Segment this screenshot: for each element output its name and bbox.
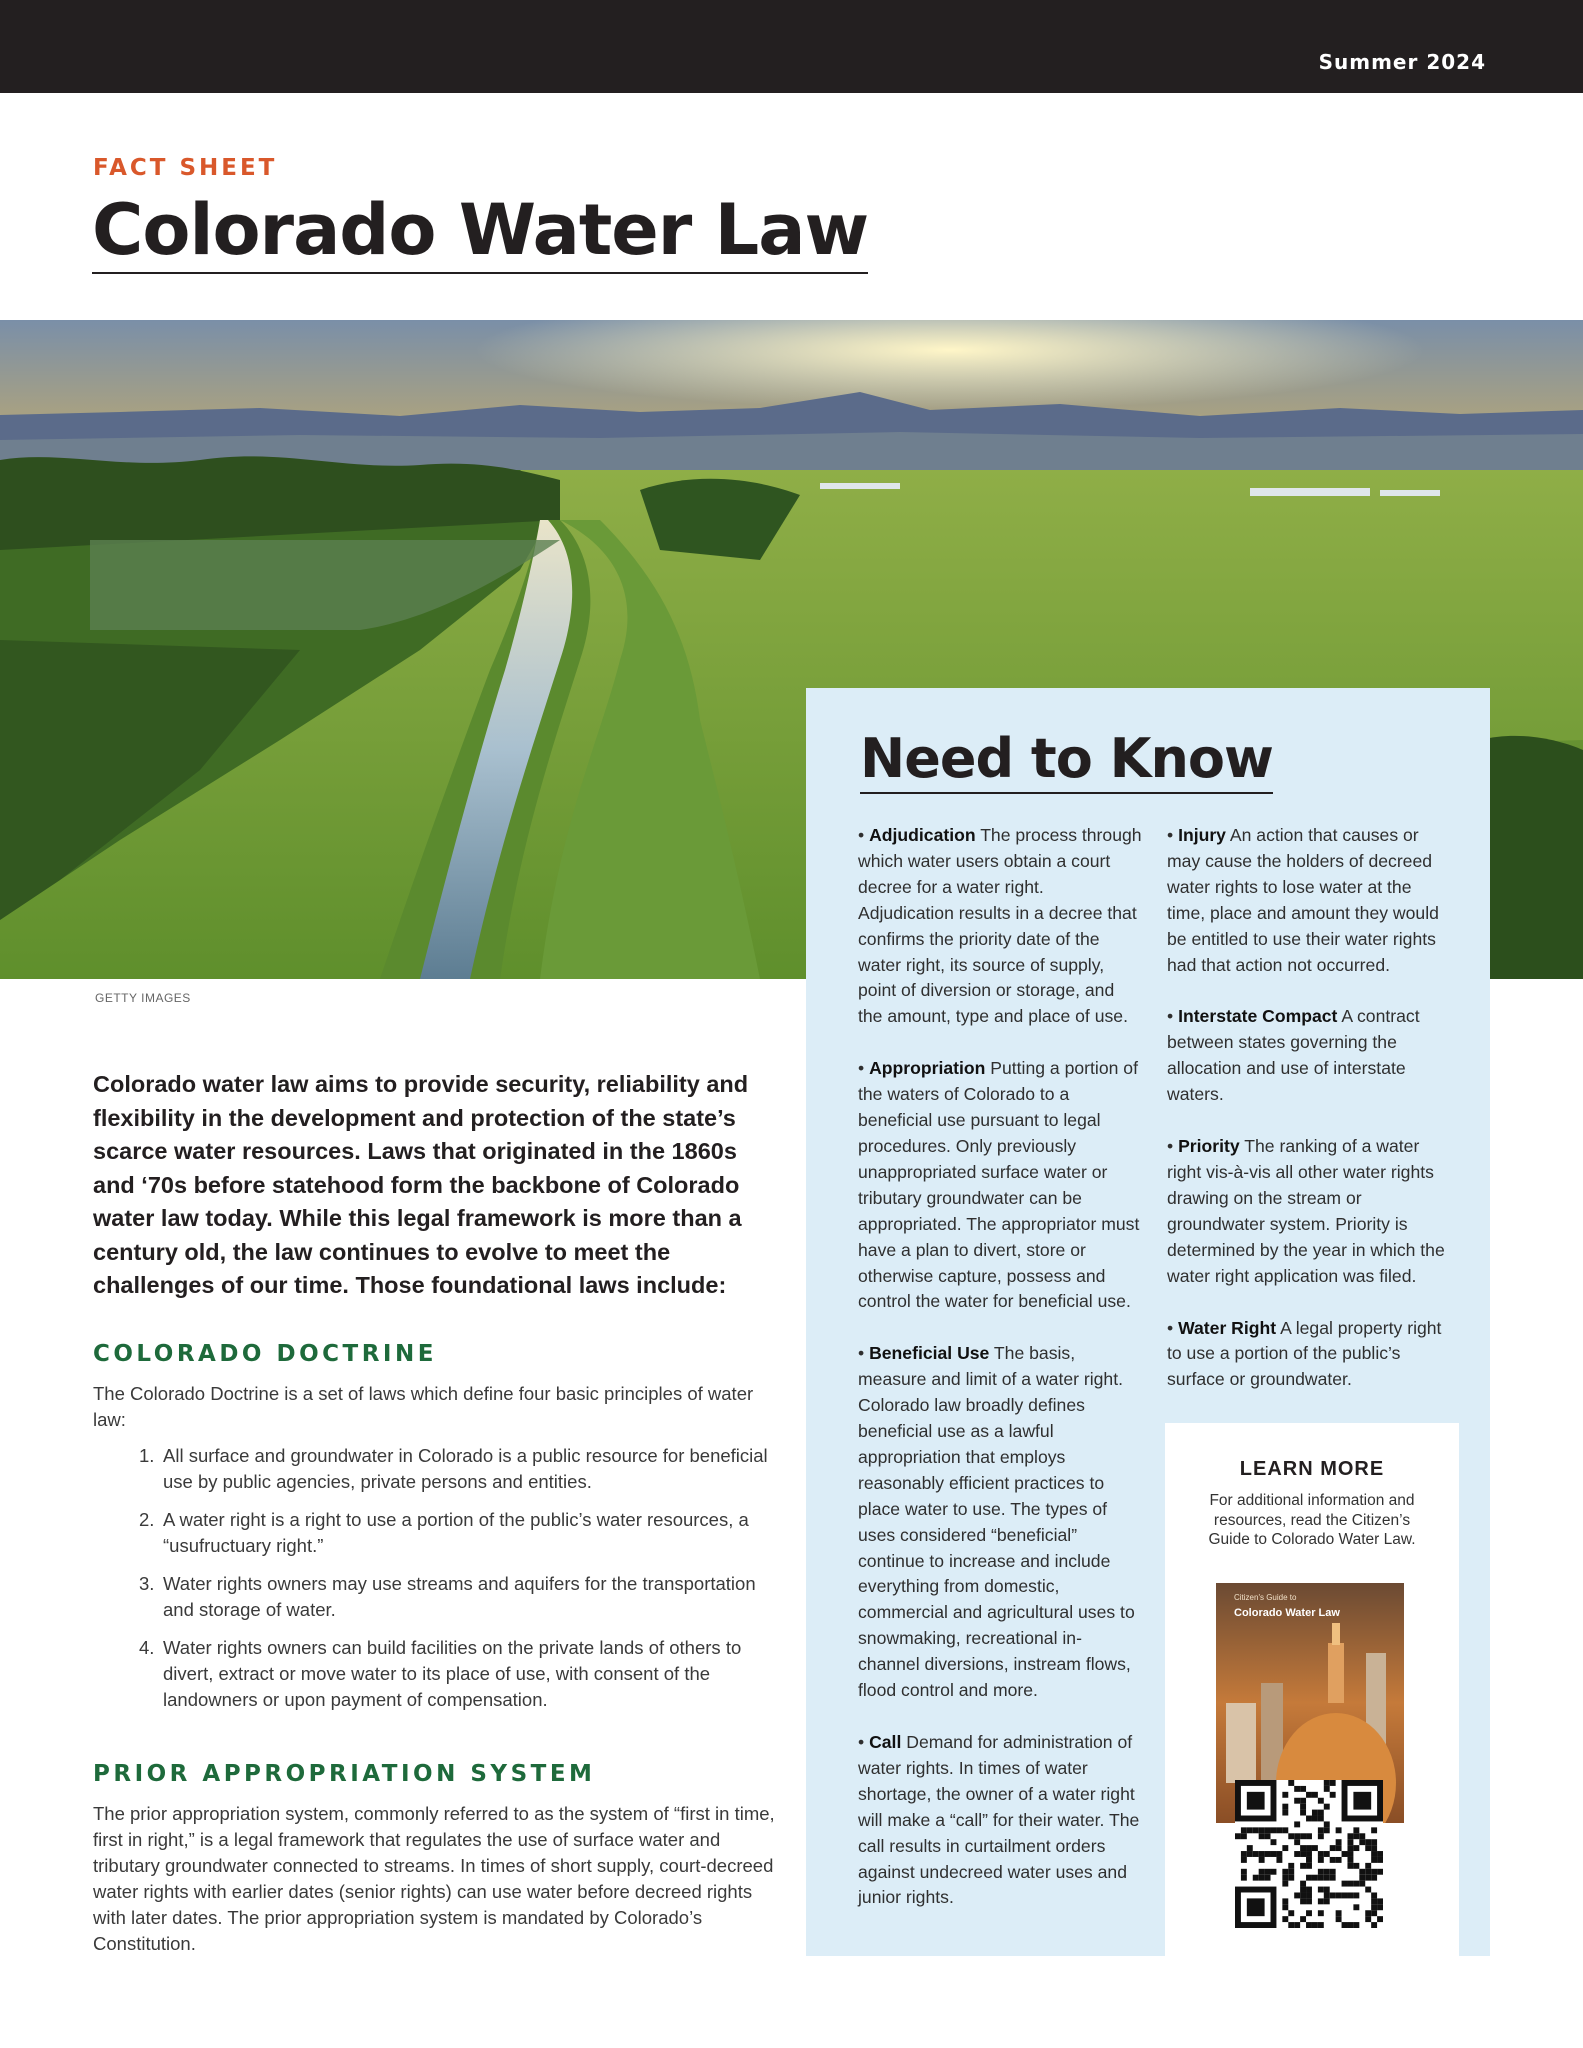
prior-appropriation-heading: PRIOR APPROPRIATION SYSTEM (93, 1761, 596, 1787)
learn-more-box (1165, 1423, 1459, 1956)
fact-sheet-label: FACT SHEET (93, 155, 278, 181)
qr-code[interactable] (1235, 1780, 1383, 1928)
intro-paragraph: Colorado water law aims to provide security, reliability and flexibility in the development and protection of the state’s scarce water resources. Laws that originated in the 1860s and ‘70s before statehood form the backbone of Colorado water law today. While this legal framework is more than a century old, the law continues to evolve to meet the challenges of our time. Those foundational laws include: (93, 1071, 749, 1298)
glossary-entry: • Priority The ranking of a water right vis-à-vis all other water rights drawing on the stream or groundwater system. Priority is determined by the year in which the water right application was filed. (1167, 1136, 1445, 1286)
top-banner (0, 0, 1583, 93)
glossary-column-right (1167, 823, 1452, 1419)
learn-more-title: LEARN MORE (1239, 1458, 1385, 1480)
glossary-entry: • Call Demand for administration of water rights. In times of water shortage, the owner of a water right will make a “call” for their water. The call results in curtailment orders against undecreed water uses and junior rights. (858, 1732, 1140, 1908)
prior-appropriation-body: The prior appropriation system, commonly referred to as the system of “first in time, first in right,” is a legal framework that regulates the use of surface water and tributary groundwater connected to streams. In times of short supply, court-decreed water rights with earlier dates (senior rights) can use water before decreed rights with later dates. The prior appropriation system is mandated by Colorado’s Constitution. (93, 1803, 775, 1954)
list-item: 1. All surface and groundwater in Colorado is a public resource for beneficial use by public agencies, private persons and entities. (139, 1445, 768, 1492)
glossary-entry: • Injury An action that causes or may cause the holders of decreed water rights to lose water at the time, place and amount they would be entitled to use their water rights had that action not occurred. (1167, 825, 1439, 975)
page-title: Colorado Water Law (92, 190, 868, 274)
need-to-know-panel (806, 688, 1490, 1956)
list-item: 4. Water rights owners can build facilities on the private lands of others to divert, extract or move water to its place of use, with consent of the landowners or upon payment of compensation. (139, 1637, 742, 1710)
glossary-entry: • Adjudication The process through which water users obtain a court decree for a water right. Adjudication results in a decree that confirms the priority date of the water right, its source of supply, point of diversion or storage, and the amount, type and place of use. (858, 825, 1142, 1027)
photo-credit: GETTY IMAGES (95, 991, 191, 1005)
glossary-column-left (858, 823, 1143, 1937)
learn-more-text: For additional information and resources, read the Citizen’s Guide to Colorado Water Law. (1208, 1492, 1416, 1548)
glossary-entry: • Interstate Compact A contract between states governing the allocation and use of interstate waters. (1167, 1006, 1420, 1105)
doctrine-list (93, 1443, 783, 1725)
glossary-entry: • Beneficial Use The basis, measure and limit of a water right. Colorado law broadly defines beneficial use as a lawful appropriation that employs reasonably efficient practices to place water to use. The types of uses considered “beneficial” continue to increase and include everything from domestic, commercial and agricultural uses to snowmaking, recreational in-channel diversions, instream flows, flood control and more. (858, 1343, 1135, 1701)
season-label: Summer 2024 (1318, 50, 1486, 74)
list-item: 3. Water rights owners may use streams and aquifers for the transportation and storage of water. (139, 1573, 756, 1620)
glossary-entry: • Water Right A legal property right to use a portion of the public’s surface or groundwater. (1167, 1317, 1442, 1390)
glossary-entry: • Appropriation Putting a portion of the waters of Colorado to a beneficial use pursuant to legal procedures. Only previously unappropriated surface water or tributary groundwater can be appropriated. The appropriator must have a plan to divert, store or otherwise capture, possess and control the water for beneficial use. (858, 1058, 1140, 1312)
list-item: 2. A water right is a right to use a portion of the public’s water resources, a “usufructuary right.” (139, 1509, 749, 1556)
need-to-know-title: Need to Know (860, 726, 1273, 794)
doctrine-heading: COLORADO DOCTRINE (93, 1341, 437, 1367)
doctrine-body: The Colorado Doctrine is a set of laws which define four basic principles of water law: (93, 1383, 754, 1430)
guide-cover-image[interactable]: Citizen's Guide to Colorado Water Law (1216, 1583, 1404, 1823)
